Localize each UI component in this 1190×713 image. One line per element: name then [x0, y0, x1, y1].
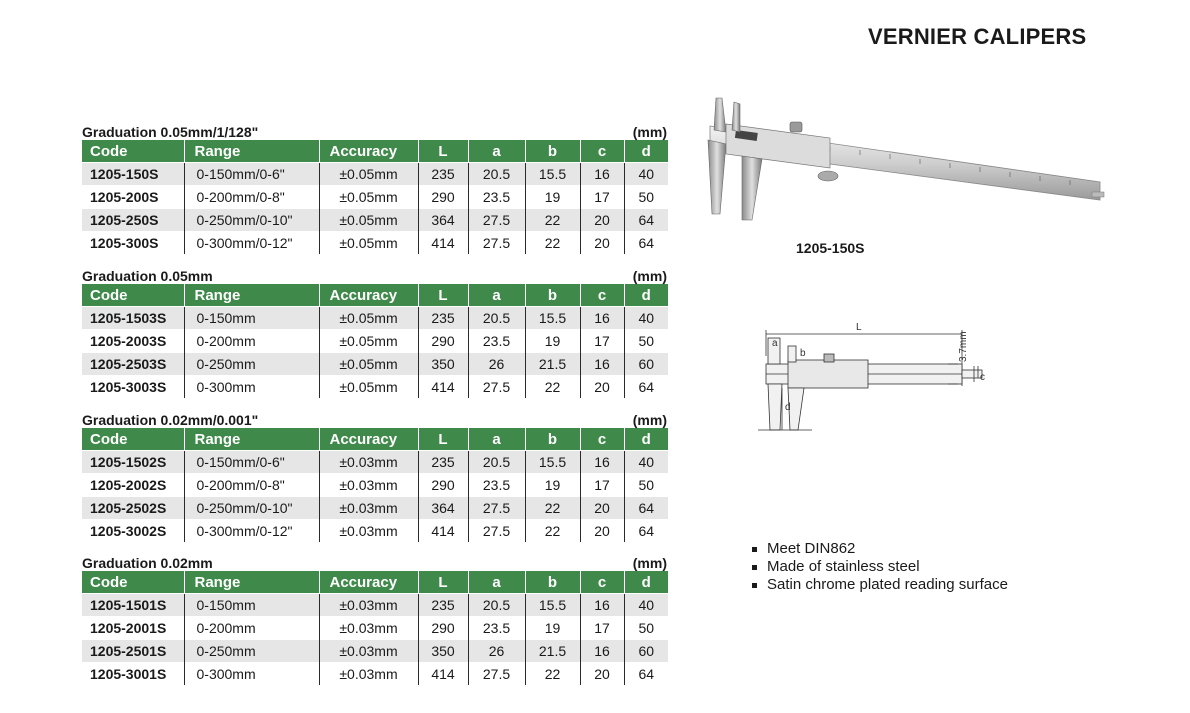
square-bullet-icon: [752, 583, 757, 588]
cell-code: 1205-2502S: [82, 497, 184, 520]
cell-l: 364: [418, 497, 468, 520]
column-header-code: Code: [82, 140, 184, 163]
cell-a: 20.5: [468, 307, 525, 330]
graduation-row: [82, 122, 668, 140]
cell-d: 64: [624, 663, 668, 686]
cell-c: 17: [580, 617, 624, 640]
cell-l: 235: [418, 307, 468, 330]
cell-accuracy: ±0.03mm: [319, 520, 418, 543]
cell-d: 60: [624, 640, 668, 663]
cell-a: 27.5: [468, 209, 525, 232]
table-row: [82, 497, 668, 520]
cell-d: 64: [624, 497, 668, 520]
square-bullet-icon: [752, 547, 757, 552]
cell-l: 350: [418, 353, 468, 376]
cell-range: 0-300mm/0-12": [184, 232, 319, 255]
cell-l: 290: [418, 617, 468, 640]
cell-code: 1205-1502S: [82, 451, 184, 474]
cell-c: 16: [580, 307, 624, 330]
column-header-a: a: [468, 571, 525, 594]
cell-a: 23.5: [468, 617, 525, 640]
column-header-c: c: [580, 571, 624, 594]
column-header-l: L: [418, 428, 468, 451]
cell-a: 27.5: [468, 497, 525, 520]
cell-code: 1205-3002S: [82, 520, 184, 543]
cell-b: 22: [525, 663, 580, 686]
spec-table-block: [82, 410, 668, 542]
column-header-c: c: [580, 140, 624, 163]
spec-table-block: [82, 122, 668, 254]
cell-accuracy: ±0.05mm: [319, 376, 418, 399]
cell-l: 364: [418, 209, 468, 232]
cell-b: 19: [525, 617, 580, 640]
cell-a: 20.5: [468, 163, 525, 186]
cell-code: 1205-3001S: [82, 663, 184, 686]
cell-accuracy: ±0.03mm: [319, 617, 418, 640]
cell-range: 0-150mm/0-6": [184, 451, 319, 474]
column-header-d: d: [624, 571, 668, 594]
cell-l: 414: [418, 663, 468, 686]
cell-a: 23.5: [468, 330, 525, 353]
column-header-c: c: [580, 284, 624, 307]
cell-c: 20: [580, 376, 624, 399]
feature-list: [752, 540, 1008, 594]
cell-d: 40: [624, 594, 668, 617]
cell-a: 26: [468, 353, 525, 376]
table-row: [82, 640, 668, 663]
table-row: [82, 663, 668, 686]
table-row: [82, 232, 668, 255]
graduation-label: Graduation 0.05mm/1/128": [82, 124, 259, 140]
unit-label: (mm): [632, 268, 667, 284]
cell-b: 22: [525, 232, 580, 255]
feature-text: Made of stainless steel: [767, 558, 920, 575]
cell-accuracy: ±0.05mm: [319, 307, 418, 330]
cell-range: 0-250mm/0-10": [184, 497, 319, 520]
cell-l: 235: [418, 163, 468, 186]
cell-c: 16: [580, 353, 624, 376]
column-header-accuracy: Accuracy: [319, 140, 418, 163]
cell-code: 1205-2001S: [82, 617, 184, 640]
column-header-l: L: [418, 571, 468, 594]
spec-table-block: [82, 553, 668, 685]
cell-c: 20: [580, 663, 624, 686]
cell-range: 0-200mm/0-8": [184, 474, 319, 497]
cell-b: 22: [525, 376, 580, 399]
dim-label-b: b: [800, 348, 806, 359]
cell-accuracy: ±0.03mm: [319, 594, 418, 617]
spec-table: [82, 428, 668, 542]
cell-range: 0-250mm: [184, 353, 319, 376]
column-header-code: Code: [82, 571, 184, 594]
dim-label-d: d: [785, 402, 791, 413]
cell-accuracy: ±0.03mm: [319, 663, 418, 686]
cell-d: 64: [624, 376, 668, 399]
cell-code: 1205-250S: [82, 209, 184, 232]
dimension-diagram: [752, 316, 988, 440]
cell-c: 16: [580, 163, 624, 186]
cell-accuracy: ±0.03mm: [319, 497, 418, 520]
cell-c: 16: [580, 640, 624, 663]
cell-l: 414: [418, 376, 468, 399]
table-row: [82, 594, 668, 617]
cell-d: 40: [624, 163, 668, 186]
cell-l: 290: [418, 186, 468, 209]
dim-label-c: c: [980, 372, 985, 383]
cell-a: 20.5: [468, 594, 525, 617]
column-header-range: Range: [184, 571, 319, 594]
column-header-l: L: [418, 284, 468, 307]
cell-l: 414: [418, 520, 468, 543]
unit-label: (mm): [632, 555, 667, 571]
table-row: [82, 520, 668, 543]
graduation-label: Graduation 0.05mm: [82, 268, 213, 284]
table-row: [82, 330, 668, 353]
cell-c: 17: [580, 186, 624, 209]
cell-l: 235: [418, 451, 468, 474]
cell-c: 16: [580, 594, 624, 617]
cell-range: 0-250mm: [184, 640, 319, 663]
graduation-row: [82, 553, 668, 571]
cell-range: 0-300mm/0-12": [184, 520, 319, 543]
cell-a: 23.5: [468, 474, 525, 497]
feature-item: [752, 558, 1008, 576]
cell-a: 23.5: [468, 186, 525, 209]
page-title: VERNIER CALIPERS: [868, 24, 1087, 49]
cell-b: 15.5: [525, 163, 580, 186]
column-header-range: Range: [184, 428, 319, 451]
cell-b: 21.5: [525, 353, 580, 376]
cell-a: 27.5: [468, 376, 525, 399]
dim-label-a: a: [772, 338, 778, 349]
column-header-a: a: [468, 140, 525, 163]
cell-range: 0-200mm/0-8": [184, 186, 319, 209]
cell-b: 22: [525, 520, 580, 543]
cell-b: 15.5: [525, 307, 580, 330]
cell-code: 1205-2503S: [82, 353, 184, 376]
table-row: [82, 451, 668, 474]
cell-d: 50: [624, 474, 668, 497]
cell-c: 20: [580, 232, 624, 255]
column-header-range: Range: [184, 284, 319, 307]
table-row: [82, 353, 668, 376]
table-header-row: [82, 140, 668, 163]
cell-range: 0-250mm/0-10": [184, 209, 319, 232]
column-header-a: a: [468, 428, 525, 451]
cell-b: 21.5: [525, 640, 580, 663]
spec-table: [82, 571, 668, 685]
column-header-d: d: [624, 284, 668, 307]
caliper-photo: [700, 96, 1110, 230]
cell-accuracy: ±0.05mm: [319, 353, 418, 376]
cell-d: 40: [624, 307, 668, 330]
cell-b: 15.5: [525, 594, 580, 617]
feature-item: [752, 576, 1008, 594]
dim-label-3-7mm: 3.7mm: [958, 331, 969, 362]
graduation-label: Graduation 0.02mm/0.001": [82, 412, 259, 428]
graduation-row: [82, 410, 668, 428]
cell-range: 0-200mm: [184, 330, 319, 353]
cell-l: 290: [418, 330, 468, 353]
table-header-row: [82, 428, 668, 451]
cell-l: 290: [418, 474, 468, 497]
cell-d: 60: [624, 353, 668, 376]
column-header-b: b: [525, 284, 580, 307]
column-header-b: b: [525, 428, 580, 451]
feature-item: [752, 540, 1008, 558]
table-header-row: [82, 571, 668, 594]
cell-b: 19: [525, 474, 580, 497]
column-header-c: c: [580, 428, 624, 451]
cell-a: 27.5: [468, 663, 525, 686]
cell-c: 17: [580, 474, 624, 497]
cell-b: 19: [525, 330, 580, 353]
cell-code: 1205-200S: [82, 186, 184, 209]
cell-c: 20: [580, 209, 624, 232]
column-header-a: a: [468, 284, 525, 307]
column-header-code: Code: [82, 428, 184, 451]
cell-d: 64: [624, 232, 668, 255]
cell-d: 40: [624, 451, 668, 474]
table-row: [82, 186, 668, 209]
table-row: [82, 617, 668, 640]
table-row: [82, 209, 668, 232]
cell-accuracy: ±0.05mm: [319, 209, 418, 232]
table-row: [82, 307, 668, 330]
cell-d: 64: [624, 520, 668, 543]
graduation-row: [82, 266, 668, 284]
square-bullet-icon: [752, 565, 757, 570]
table-row: [82, 376, 668, 399]
cell-code: 1205-300S: [82, 232, 184, 255]
cell-a: 27.5: [468, 232, 525, 255]
spec-table: [82, 284, 668, 398]
cell-c: 17: [580, 330, 624, 353]
column-header-code: Code: [82, 284, 184, 307]
cell-b: 22: [525, 209, 580, 232]
table-row: [82, 163, 668, 186]
column-header-b: b: [525, 571, 580, 594]
cell-l: 350: [418, 640, 468, 663]
cell-accuracy: ±0.05mm: [319, 330, 418, 353]
cell-accuracy: ±0.03mm: [319, 640, 418, 663]
cell-code: 1205-1501S: [82, 594, 184, 617]
cell-a: 26: [468, 640, 525, 663]
cell-code: 1205-150S: [82, 163, 184, 186]
cell-range: 0-200mm: [184, 617, 319, 640]
feature-text: Satin chrome plated reading surface: [767, 576, 1008, 593]
cell-code: 1205-2003S: [82, 330, 184, 353]
spec-table-block: [82, 266, 668, 398]
column-header-range: Range: [184, 140, 319, 163]
cell-code: 1205-2501S: [82, 640, 184, 663]
cell-c: 20: [580, 520, 624, 543]
cell-d: 50: [624, 330, 668, 353]
cell-code: 1205-2002S: [82, 474, 184, 497]
cell-c: 20: [580, 497, 624, 520]
column-header-d: d: [624, 140, 668, 163]
unit-label: (mm): [632, 124, 667, 140]
cell-c: 16: [580, 451, 624, 474]
cell-d: 50: [624, 617, 668, 640]
cell-range: 0-150mm/0-6": [184, 163, 319, 186]
feature-text: Meet DIN862: [767, 540, 856, 557]
cell-l: 414: [418, 232, 468, 255]
cell-range: 0-150mm: [184, 307, 319, 330]
cell-accuracy: ±0.03mm: [319, 451, 418, 474]
cell-range: 0-150mm: [184, 594, 319, 617]
column-header-d: d: [624, 428, 668, 451]
cell-a: 20.5: [468, 451, 525, 474]
cell-d: 64: [624, 209, 668, 232]
column-header-l: L: [418, 140, 468, 163]
cell-b: 19: [525, 186, 580, 209]
cell-code: 1205-1503S: [82, 307, 184, 330]
unit-label: (mm): [632, 412, 667, 428]
photo-caption: 1205-150S: [796, 240, 865, 256]
cell-accuracy: ±0.03mm: [319, 474, 418, 497]
cell-d: 50: [624, 186, 668, 209]
graduation-label: Graduation 0.02mm: [82, 555, 213, 571]
column-header-accuracy: Accuracy: [319, 284, 418, 307]
column-header-accuracy: Accuracy: [319, 428, 418, 451]
table-header-row: [82, 284, 668, 307]
cell-b: 22: [525, 497, 580, 520]
cell-accuracy: ±0.05mm: [319, 232, 418, 255]
table-row: [82, 474, 668, 497]
cell-accuracy: ±0.05mm: [319, 163, 418, 186]
column-header-b: b: [525, 140, 580, 163]
cell-code: 1205-3003S: [82, 376, 184, 399]
cell-range: 0-300mm: [184, 376, 319, 399]
spec-table: [82, 140, 668, 254]
cell-a: 27.5: [468, 520, 525, 543]
cell-l: 235: [418, 594, 468, 617]
cell-b: 15.5: [525, 451, 580, 474]
cell-range: 0-300mm: [184, 663, 319, 686]
cell-accuracy: ±0.05mm: [319, 186, 418, 209]
dim-label-L: L: [856, 322, 862, 333]
column-header-accuracy: Accuracy: [319, 571, 418, 594]
